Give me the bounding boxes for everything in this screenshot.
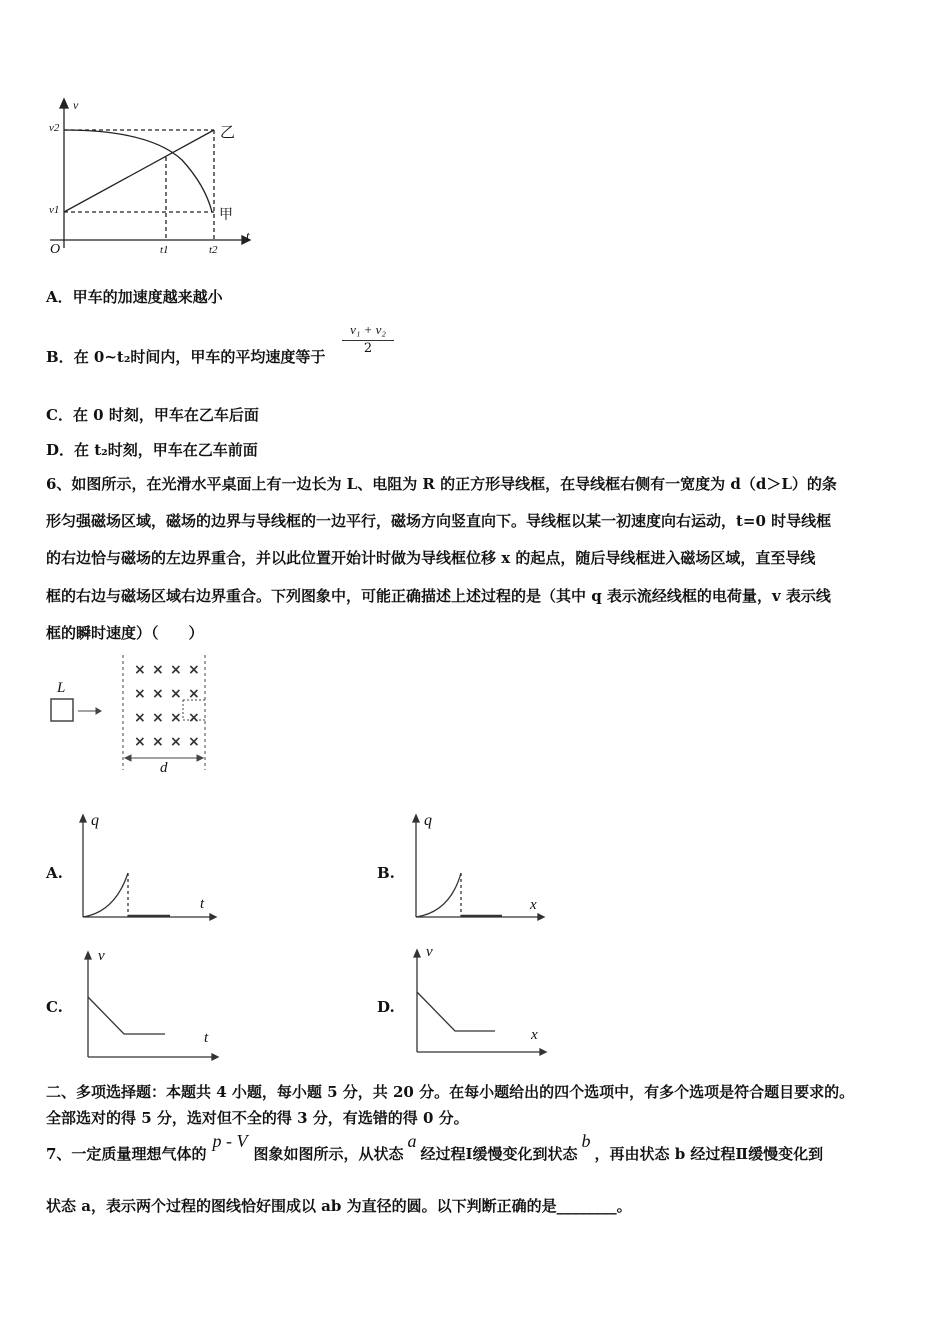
field-cross: × [134, 686, 146, 702]
t1-label: t1 [160, 244, 169, 256]
v2-label: v2 [49, 122, 60, 134]
section2-line-1: 二、多项选择题：本题共 4 小题，每小题 5 分，共 20 分。在每小题给出的四个选项中，有多个选项是符合题目要求的。 [46, 1083, 855, 1101]
velocity-arrow [96, 708, 101, 714]
fraction-numerator: v₁ + v₂ [350, 322, 386, 337]
field-cross: × [152, 710, 164, 726]
label-yi: 乙 [220, 123, 236, 141]
q6-field-diagram [51, 655, 205, 770]
field-cross: × [152, 734, 164, 750]
field-cross: × [134, 710, 146, 726]
axis-label-v: v [73, 98, 79, 112]
v1-label: v1 [49, 204, 60, 216]
q6-line-4: 框的右边与磁场区域右边界重合。下列图象中，可能正确描述上述过程的是（其中 q 表示流经线框的电荷量，v 表示线 [46, 587, 831, 605]
v-axis-arrow [60, 99, 68, 108]
q6-option-b-key[interactable]: B. [377, 864, 395, 882]
field-cross: × [188, 734, 200, 750]
field-cross: × [134, 734, 146, 750]
pv-formula: p - V [212, 1131, 248, 1151]
fraction [342, 322, 394, 356]
side-label-l: L [57, 680, 66, 696]
q6-line-5: 框的瞬时速度）（ ） [46, 624, 204, 642]
q6-option-d-key[interactable]: D. [377, 998, 395, 1016]
q7-line-2: 状态 a，表示两个过程的图线恰好围成以 ab 为直径的圆。以下判断正确的是________。 [46, 1197, 632, 1215]
t2-label: t2 [209, 244, 218, 256]
q5-option-d: D．在 t₂时刻，甲车在乙车前面 [46, 441, 258, 459]
field-cross: × [152, 686, 164, 702]
q5-option-c: C．在 0 时刻，甲车在乙车后面 [46, 406, 259, 424]
wire-frame [51, 699, 73, 721]
graph-b-y-label: q [424, 812, 432, 829]
graph-c [85, 952, 218, 1060]
label-jia: 甲 [219, 207, 233, 223]
graph-a-x-label: t [200, 896, 205, 912]
origin-label: O [50, 242, 61, 257]
q6-option-a-key[interactable]: A. [46, 864, 63, 882]
width-label-d: d [160, 760, 168, 776]
field-cross: × [152, 662, 164, 678]
q6-line-3: 的右边恰与磁场的左边界重合，并以此位置开始计时做为导线框位移 x 的起点，随后导线框进入磁场区域，直至导线 [46, 549, 816, 567]
graph-b [413, 815, 544, 920]
graph-a-y-label: q [91, 812, 99, 829]
field-cross: × [170, 662, 182, 678]
graph-c-y-label: v [98, 948, 105, 964]
section2-line-2: 全部选对的得 5 分，选对但不全的得 3 分，有选错的得 0 分。 [46, 1109, 469, 1127]
graph-b-x-label: x [530, 897, 537, 913]
q5-option-a: A．甲车的加速度越来越小 [46, 288, 223, 306]
q6-line-1: 6、如图所示，在光滑水平桌面上有一边长为 L、电阻为 R 的正方形导线框，在导线框右侧有一宽度为 d（d＞L）的条 [46, 475, 837, 493]
graph-c-x-label: t [204, 1030, 209, 1046]
field-cross: × [170, 734, 182, 750]
field-cross: × [170, 686, 182, 702]
field-cross: × [188, 710, 200, 726]
field-cross: × [188, 686, 200, 702]
q6-line-2: 形匀强磁场区域，磁场的边界与导线框的一边平行，磁场方向竖直向下。导线框以某一初速度向右运动，t=0 时导线框 [46, 512, 832, 530]
fraction-denominator: 2 [342, 340, 394, 356]
graph-d-y-label: v [426, 944, 433, 960]
q7-line-1: 7、一定质量理想气体的p - V图象如图所示，从状态a经过程Ⅰ缓慢变化到状态b，再由状态 b 经过程Ⅱ缓慢变化到 [46, 1131, 824, 1163]
field-cross: × [170, 710, 182, 726]
magnetic-field-crosses [134, 662, 200, 750]
graph-d [414, 950, 546, 1055]
q6-option-c-key[interactable]: C. [46, 998, 63, 1016]
field-cross: × [134, 662, 146, 678]
graph-a [80, 815, 216, 920]
state-b: b [581, 1131, 591, 1151]
q5-option-b: B．在 0~t₂时间内，甲车的平均速度等于 [46, 348, 326, 366]
graph-d-x-label: x [531, 1027, 538, 1043]
axis-label-t: t [246, 228, 250, 243]
state-a: a [407, 1131, 417, 1151]
field-cross: × [188, 662, 200, 678]
